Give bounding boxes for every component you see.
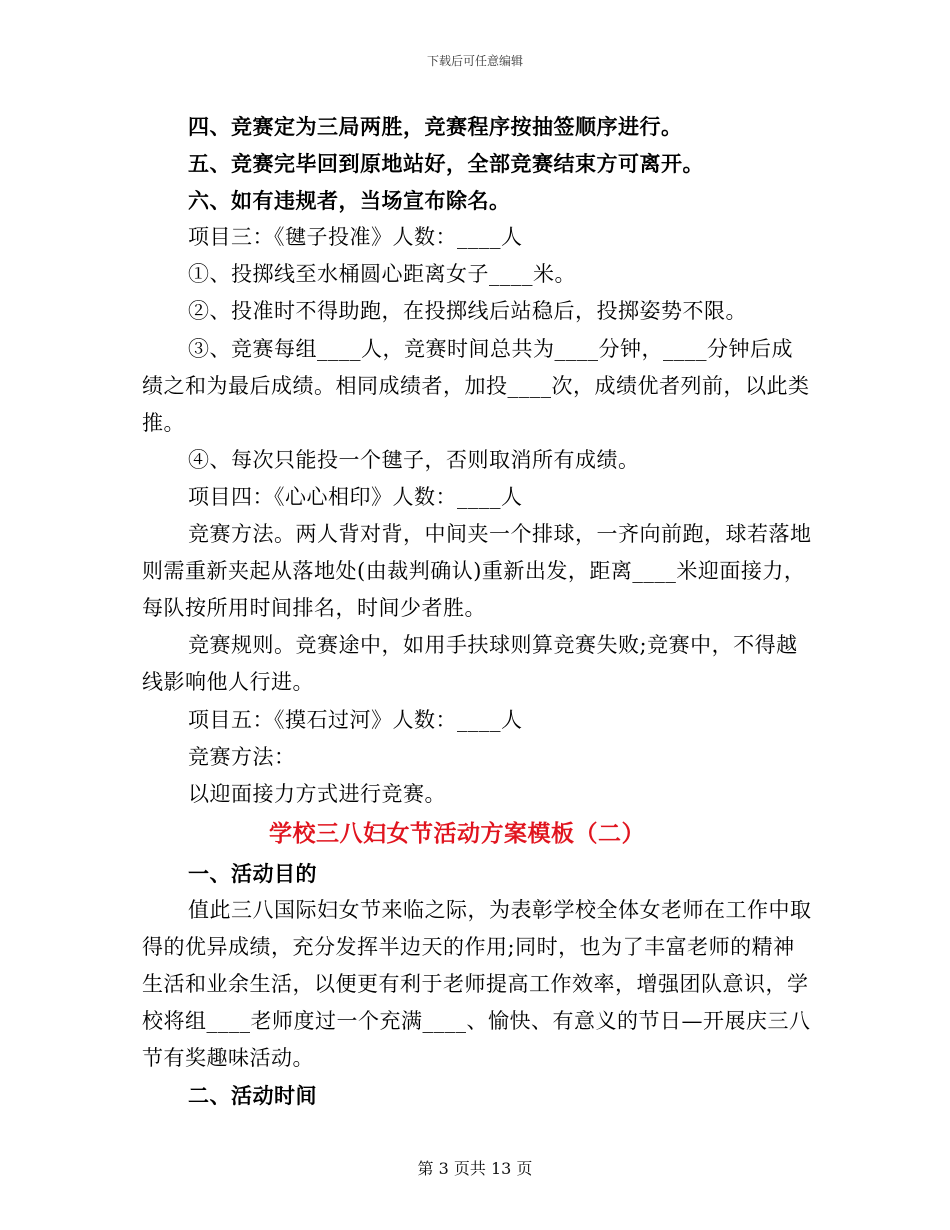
section-heading: 二、活动时间	[188, 1083, 317, 1109]
method-label: 竞赛方法：	[188, 744, 296, 769]
method-paragraph: 竞赛方法。两人背对背，中间夹一个排球，一齐向前跑，球若落地则需重新夹起从落地处(由裁判确认)重新出发，距离____米迎面接力，每队按所用时间排名，时间少者胜。	[142, 522, 812, 621]
section-heading: 一、活动目的	[188, 860, 317, 886]
rules-paragraph: 竞赛规则。竞赛途中，如用手扶球则算竞赛失败;竞赛中，不得越线影响他人行进。	[142, 633, 798, 695]
rule-paragraph: 五、竞赛完毕回到原地站好，全部竞赛结束方可离开。	[188, 151, 704, 177]
rule-item: ②、投准时不得助跑，在投掷线后站稳后，投掷姿势不限。	[188, 299, 747, 324]
event-heading: 项目三：《毽子投准》人数：____人	[188, 225, 523, 250]
rule-paragraph: 四、竞赛定为三局两胜，竞赛程序按抽签顺序进行。	[188, 114, 683, 139]
section-title: 学校三八妇女节活动方案模板（二）	[269, 819, 645, 847]
rule-item: ①、投掷线至水桶圆心距离女子____米。	[188, 262, 576, 287]
event-heading: 项目五：《摸石过河》人数：____人	[188, 707, 523, 732]
method-paragraph: 以迎面接力方式进行竞赛。	[188, 781, 446, 806]
rule-item: ③、竞赛每组____人，竞赛时间总共为____分钟，____分钟后成绩之和为最后成绩。相同成绩者，加投____次，成绩优者列前，以此类推。	[142, 336, 810, 435]
page-header: 下载后可任意编辑	[426, 54, 523, 68]
rule-paragraph: 六、如有违规者，当场宣布除名。	[188, 188, 511, 214]
document-body	[142, 108, 812, 1114]
rule-item: ④、每次只能投一个毽子，否则取消所有成绩。	[188, 447, 640, 472]
page-footer: 第 3 页共 13 页	[417, 1159, 533, 1178]
event-heading: 项目四：《心心相印》人数：____人	[188, 484, 523, 509]
body-paragraph: 值此三八国际妇女节来临之际，为表彰学校全体女老师在工作中取得的优异成绩，充分发挥半边天的作用;同时，也为了丰富老师的精神生活和业余生活，以便更有利于老师提高工作效率，增强团队意识，学校将组____老师度过一个充满____、愉快、有意义的节日—开展庆三八节有奖趣味活动。	[142, 897, 812, 1071]
